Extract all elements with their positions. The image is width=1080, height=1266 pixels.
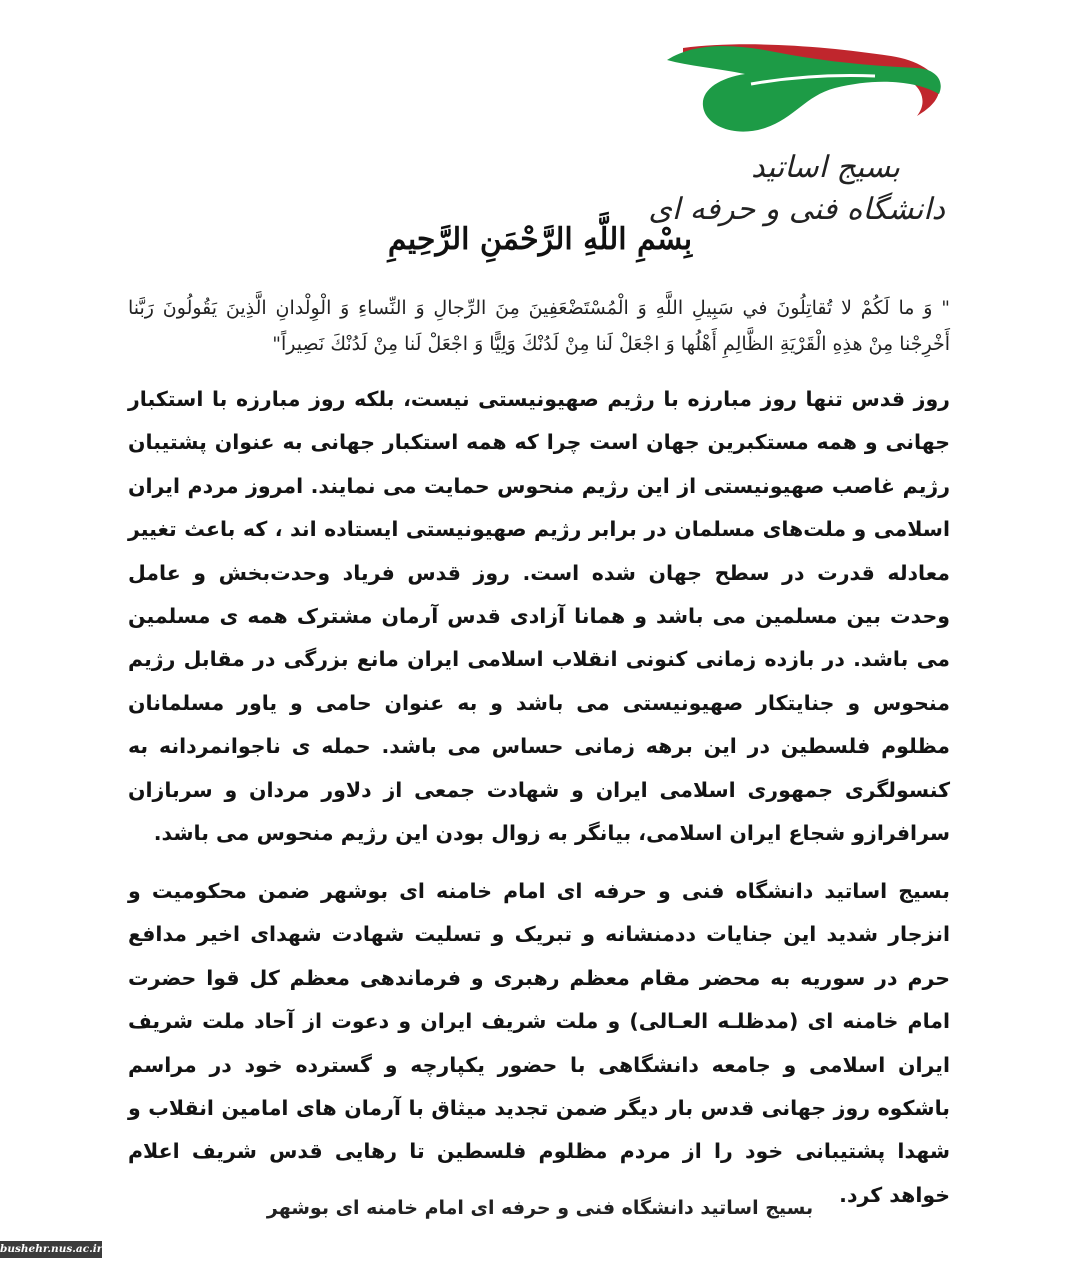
statement-paragraph-1: روز قدس تنها روز مبارزه با رژیم صهیونیستی نیست، بلکه روز مبارزه با استکبار جهانی و همه مستکبرین جهان است چرا که همه استکبار جهانی به عنوان پشتیبان رژیم غاصب صهیونیستی از این رژیم منحوس حمایت می نمایند. امروز مردم ایران اسلامی و ملت‌های مسلمان در برابر رژیم صهیونیستی ایستاده اند ، که باعث تغییر معادله قدرت در سطح جهان شده است. روز قدس فریاد وحدت‌بخش و عامل وحدت بین مسلمین می باشد و همانا آزادی قدس آرمان مشترک همه ی مسلمین می باشد. در بازده زمانی کنونی انقلاب اسلامی ایران مانع بزرگی در مقابل رژیم منحوس و جنایتکار صهیونیستی می باشد و به عنوان حامی و یاور مسلمانان مظلوم فلسطین در این برهه زمانی حساس می باشد. حمله ی ناجوانمردانه به کنسولگری جمهوری اسلامی ایران و شهادت جمعی از دلاور مردان و سربازان سرافرازو شجاع ایران اسلامی، بیانگر به زوال بودن این رژیم منحوس می باشد. bbox=[128, 387, 950, 846]
logo-title: بسیج اساتید bbox=[751, 150, 900, 185]
website-watermark: bushehr.nus.ac.ir bbox=[0, 1241, 102, 1258]
signature-line: بسیج اساتید دانشگاه فنی و حرفه ای امام خامنه ای بوشهر bbox=[266, 1197, 814, 1219]
statement-paragraph-2: بسیج اساتید دانشگاه فنی و حرفه ای امام خامنه ای بوشهر ضمن محکومیت و انزجار شدید این جنایات ددمنشانه و تبریک و تسلیت شهادت شهدای اخیر مدافع حرم در سوریه به محضر مقام معظم رهبری و فرماندهی معظم کل قوا حضرت امام خامنه ای (مدظلـه العـالی) و ملت شریف ایران و دعوت از آحاد ملت شریف ایران اسلامی و جامعه دانشگاهی با حضور یکپارچه و گسترده خود در مراسم باشکوه روز جهانی قدس بار دیگر ضمن تجدید میثاق با آرمان های امامین انقلاب و شهدا پشتیبانی خود را از مردم مظلوم فلسطین تا رهایی قدس شریف اعلام خواهد کرد. bbox=[128, 879, 950, 1207]
bismillah-heading: بِسْمِ اللَّهِ الرَّحْمَنِ الرَّحِيمِ bbox=[387, 222, 693, 257]
logo-subtitle: دانشگاه فنی و حرفه ای bbox=[648, 192, 945, 227]
basij-logo bbox=[648, 38, 955, 227]
quran-verse: " وَ ما لَكُمْ لا تُقاتِلُونَ في سَبِيلِ اللَّهِ وَ الْمُسْتَضْعَفِينَ مِنَ الرِّجالِ وَ النِّساءِ وَ الْوِلْدانِ الَّذِينَ يَقُولُونَ رَبَّنا أَخْرِجْنا مِنْ هذِهِ الْقَرْيَةِ الظَّالِمِ أَهْلُها وَ اجْعَلْ لَنا مِنْ لَدُنْكَ وَلِيًّا وَ اجْعَلْ لَنا مِنْ لَدُنْكَ نَصِيراً" bbox=[128, 297, 950, 355]
logo-ribbon-icon bbox=[655, 38, 955, 148]
